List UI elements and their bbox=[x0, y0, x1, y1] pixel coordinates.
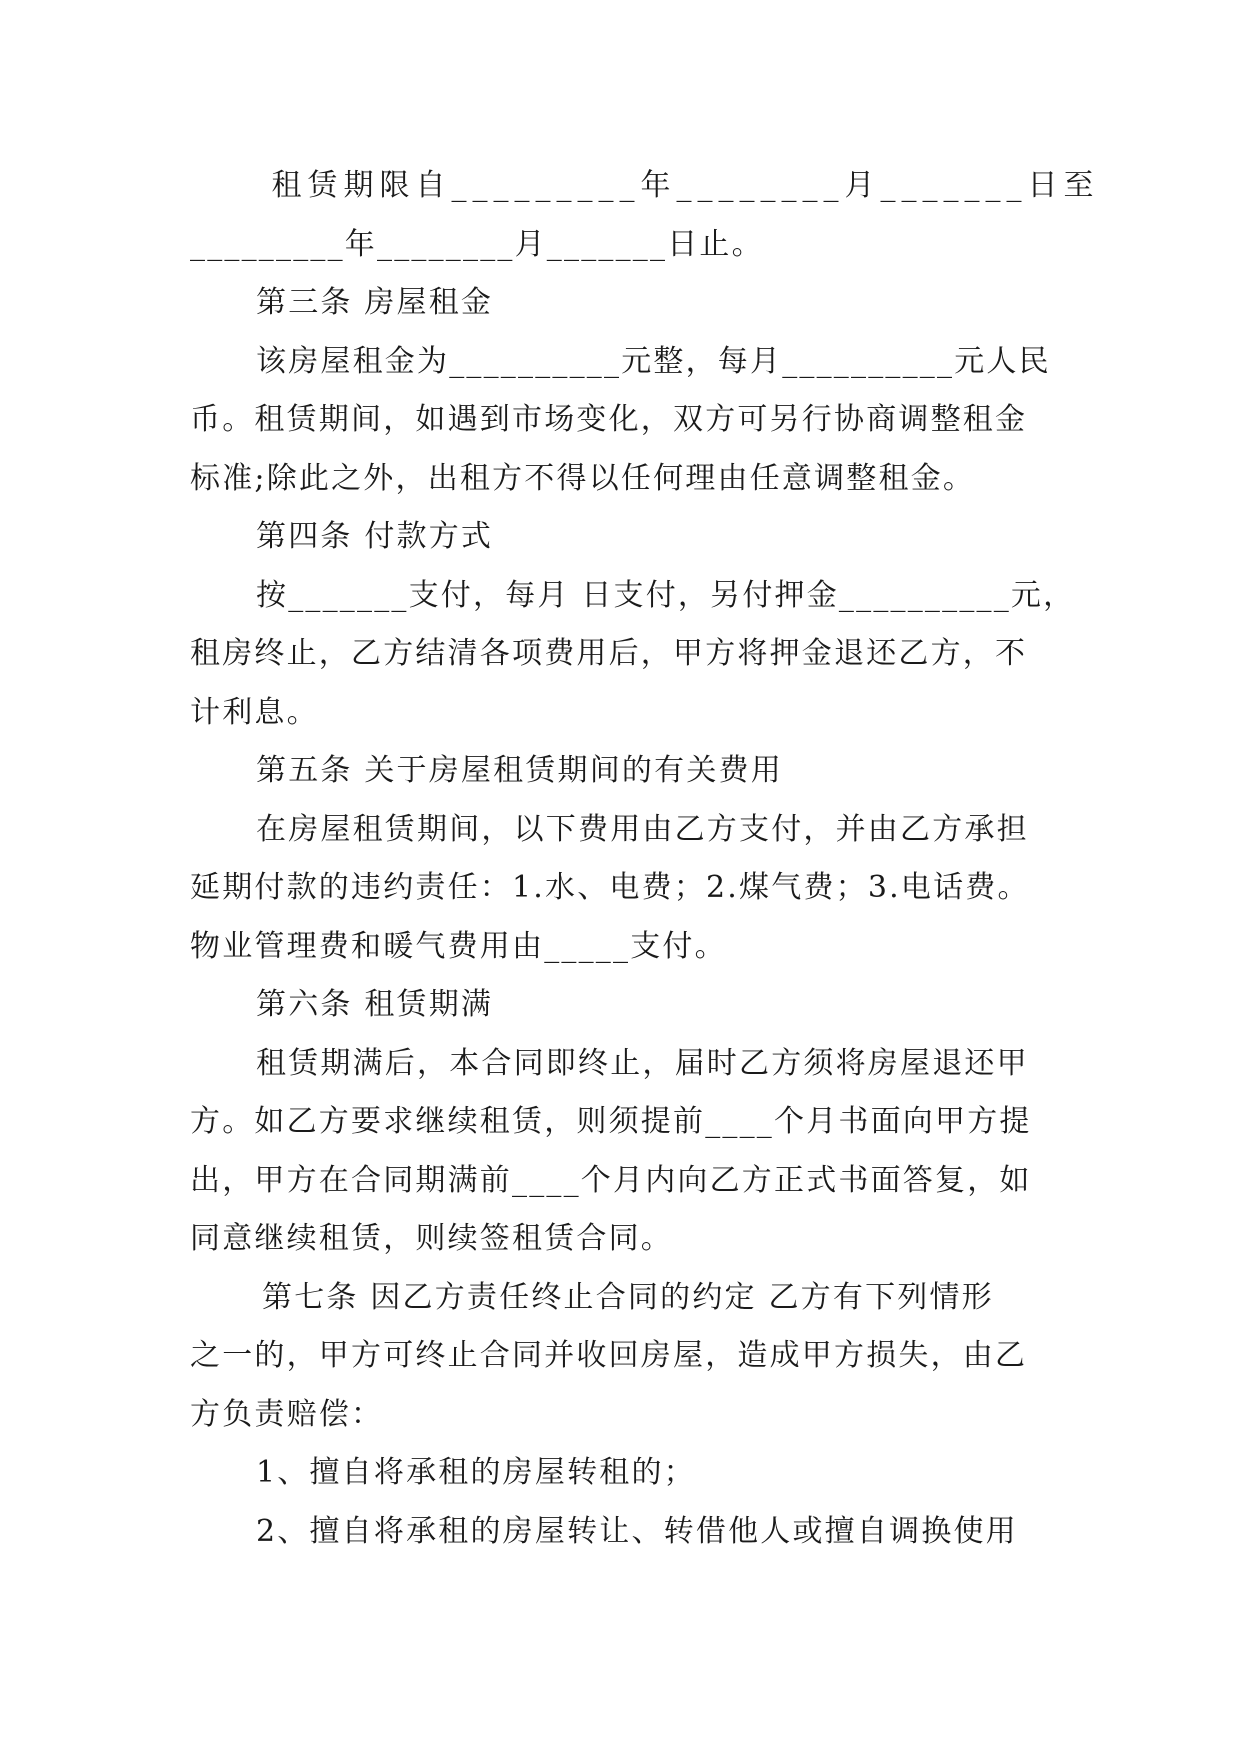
clause-2-line: 2、擅自将承租的房屋转让、转借他人或擅自调换使用 bbox=[256, 1513, 1018, 1549]
payment-method-line: 按_______支付，每月 日支付，另付押金__________元， bbox=[256, 577, 1076, 613]
deposit-refund-line: 租房终止，乙方结清各项费用后，甲方将押金退还乙方，不 bbox=[190, 636, 1028, 671]
rent-amount-line: 该房屋租金为__________元整，每月__________元人民 bbox=[256, 343, 1051, 379]
document-body bbox=[190, 157, 1100, 1561]
article-7-heading: 第七条 因乙方责任终止合同的约定 乙方有下列情形 bbox=[262, 1279, 994, 1315]
article-5-heading: 第五条 关于房屋租赁期间的有关费用 bbox=[256, 753, 783, 788]
renewal-request-line: 方。如乙方要求继续租赁，则须提前____个月书面向甲方提 bbox=[190, 1104, 1032, 1139]
article-4-heading: 第四条 付款方式 bbox=[256, 519, 494, 554]
clause-1-line: 1、擅自将承租的房屋转租的； bbox=[256, 1455, 696, 1490]
renewal-reply-line: 出，甲方在合同期满前____个月内向乙方正式书面答复，如 bbox=[190, 1162, 1032, 1198]
no-interest-line: 计利息。 bbox=[190, 694, 319, 730]
lease-expiry-line: 租赁期满后，本合同即终止，届时乙方须将房屋退还甲 bbox=[256, 1045, 1029, 1081]
termination-line: 之一的，甲方可终止合同并收回房屋，造成甲方损失，由乙 bbox=[190, 1338, 1028, 1373]
lease-term-line: 租赁期限自_________年________月_______日至 bbox=[256, 168, 1100, 203]
rent-adjust-line: 币。租赁期间，如遇到市场变化，双方可另行协商调整租金 bbox=[190, 402, 1028, 437]
fees-list-line: 延期付款的违约责任：1.水、电费；2.煤气费；3.电话费。 bbox=[190, 870, 1030, 905]
rent-standard-line: 标准;除此之外，出租方不得以任何理由任意调整租金。 bbox=[190, 460, 976, 496]
article-3-heading: 第三条 房屋租金 bbox=[256, 285, 494, 320]
property-fees-line: 物业管理费和暖气费用由_____支付。 bbox=[190, 928, 727, 964]
fees-line: 在房屋租赁期间，以下费用由乙方支付，并由乙方承担 bbox=[256, 811, 1029, 847]
renewal-sign-line: 同意继续租赁，则续签租赁合同。 bbox=[190, 1221, 673, 1256]
lease-term-end-line: _________年________月_______日止。 bbox=[190, 226, 764, 262]
compensation-line: 方负责赔偿： bbox=[190, 1396, 384, 1432]
article-6-heading: 第六条 租赁期满 bbox=[256, 987, 494, 1022]
